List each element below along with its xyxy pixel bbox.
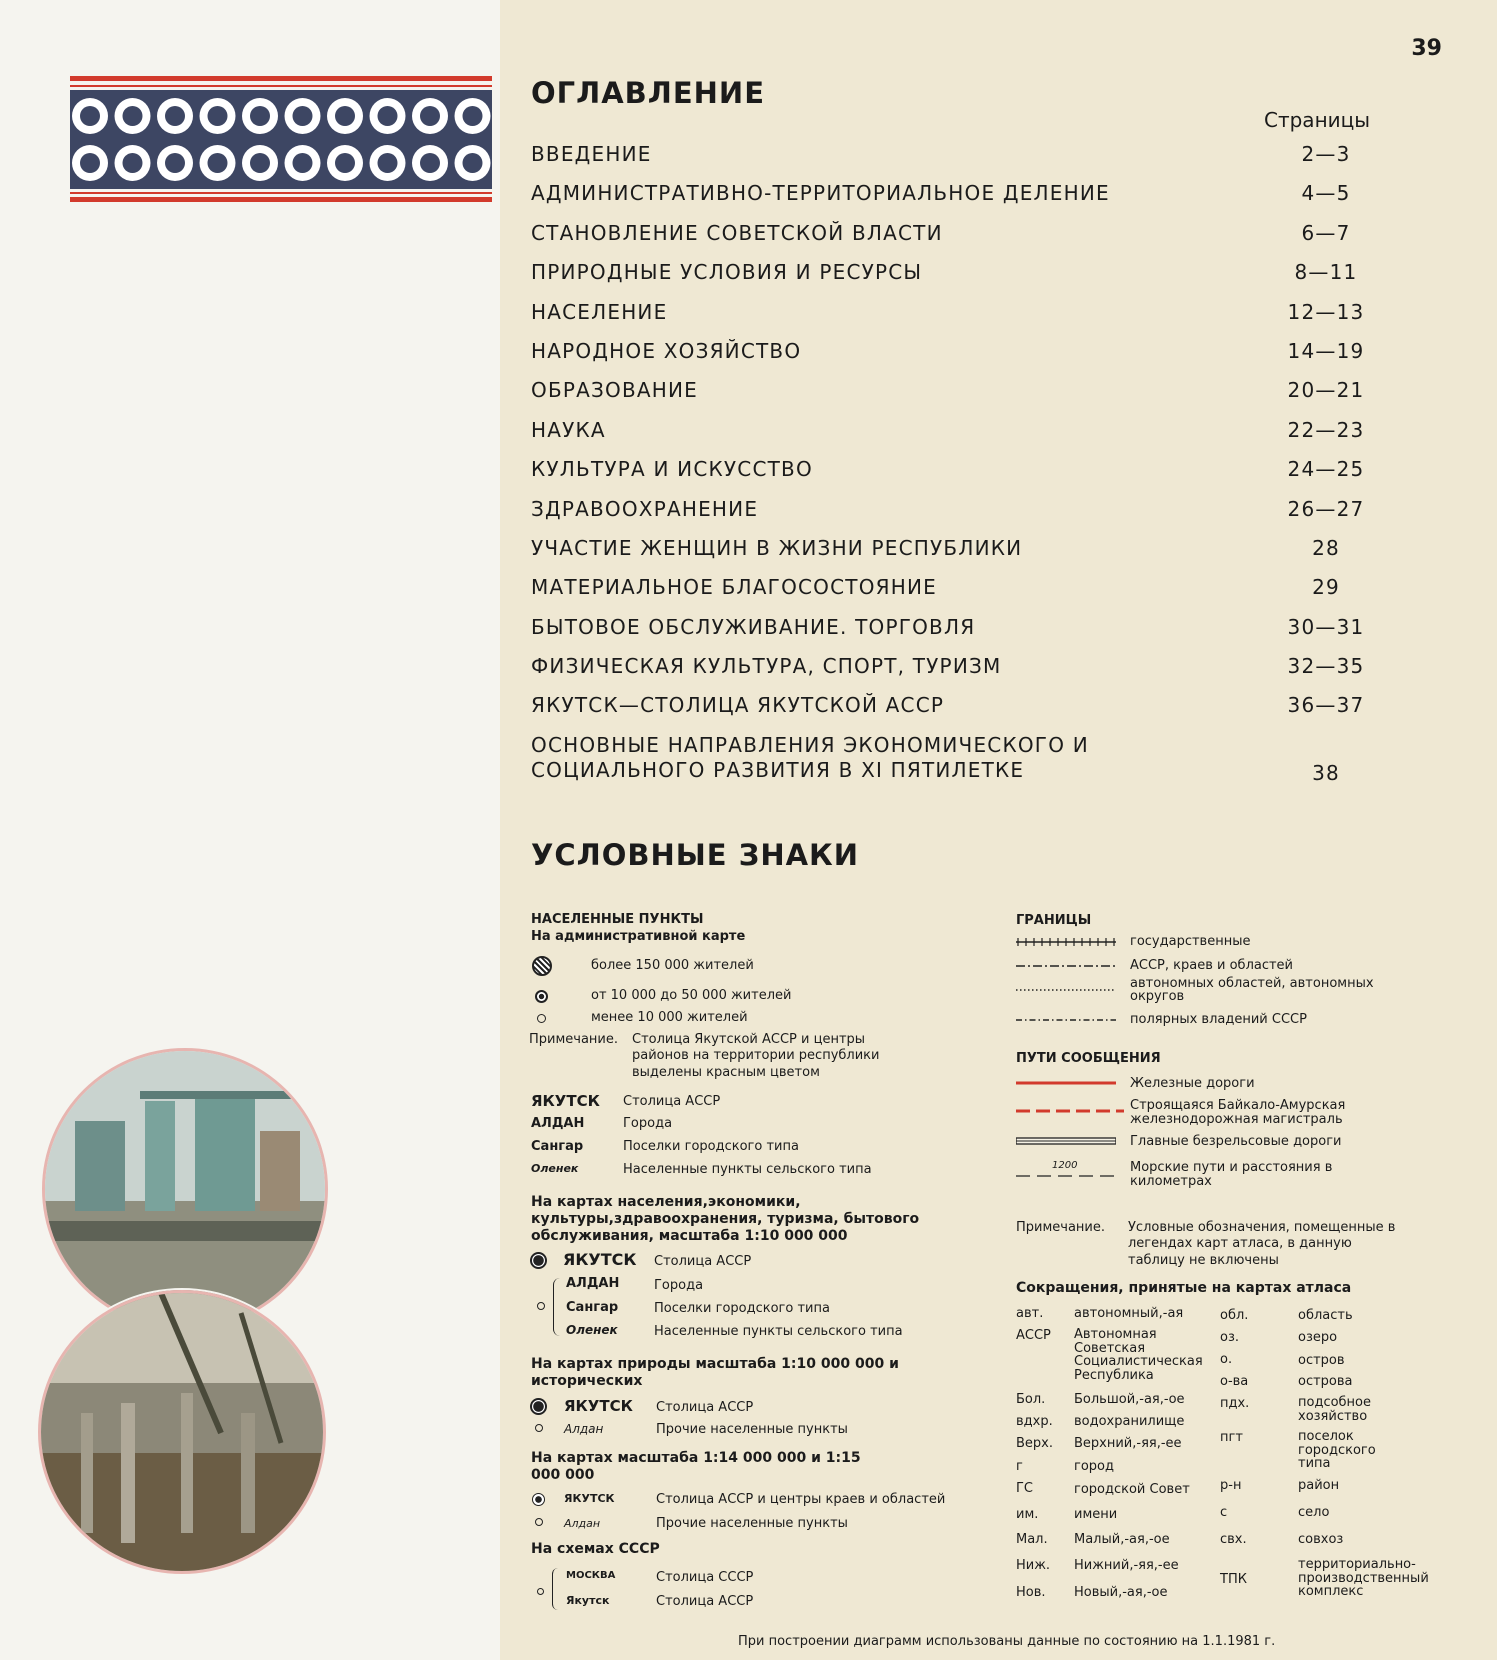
toc-item[interactable]: НАУКА 22—23 <box>531 417 1365 442</box>
abbr: пгт <box>1220 1430 1243 1445</box>
pop-maps-heading: На картах населения,экономики, культуры,здравоохранения, туризма, бытового обслуживания, масштаба 1:10 000 000 <box>531 1194 920 1244</box>
ornament-ring-center <box>420 106 440 126</box>
abbr-full: Автономная Советская Социалистическая Республика <box>1074 1327 1203 1383</box>
toc-item[interactable]: ЗДРАВООХРАНЕНИЕ 26—27 <box>531 496 1365 521</box>
abbr: г <box>1016 1459 1023 1474</box>
settlements-heading: НАСЕЛЕННЫЕ ПУНКТЫ <box>531 912 704 927</box>
abbr-full: село <box>1298 1505 1330 1520</box>
pop-map-name: ЯКУТСК <box>563 1250 637 1269</box>
abbr: АССР <box>1016 1328 1051 1343</box>
toc-list <box>531 142 1365 799</box>
type-desc: Населенные пункты сельского типа <box>623 1162 872 1177</box>
abbr-full: имени <box>1074 1507 1118 1522</box>
ornament-ring-center <box>420 153 440 173</box>
toc-item[interactable]: ПРИРОДНЫЕ УСЛОВИЯ И РЕСУРСЫ 8—11 <box>531 260 1358 285</box>
abbr: Мал. <box>1016 1532 1048 1547</box>
autonomous-border-sample <box>1016 984 1116 996</box>
ussr-heading: На схемах СССР <box>531 1541 660 1557</box>
nature-name: Алдан <box>564 1422 604 1436</box>
scale14-desc: Прочие населенные пункты <box>656 1516 848 1531</box>
type-name: Оленек <box>531 1162 579 1175</box>
route-label: Морские пути и расстояния в километрах <box>1130 1160 1333 1189</box>
small-city-symbol-icon <box>537 1014 546 1023</box>
abbr-full: Нижний,-яя,-ее <box>1074 1558 1179 1573</box>
toc-item[interactable]: ФИЗИЧЕСКАЯ КУЛЬТУРА, СПОРТ, ТУРИЗМ 32—35 <box>531 654 1365 679</box>
road-sample <box>1016 1136 1116 1146</box>
ornament-ring-center <box>165 106 185 126</box>
note-label: Примечание. <box>529 1032 619 1047</box>
toc-item[interactable]: КУЛЬТУРА И ИСКУССТВО 24—25 <box>531 457 1365 482</box>
size-label: более 150 000 жителей <box>591 958 754 973</box>
nature-desc: Прочие населенные пункты <box>656 1422 848 1437</box>
capital-symbol-icon <box>530 1252 547 1269</box>
ornament-ring-center <box>250 106 270 126</box>
abbr: Верх. <box>1016 1436 1053 1451</box>
capital-symbol-icon <box>532 1493 545 1506</box>
type-desc: Столица АССР <box>623 1094 721 1109</box>
toc-item[interactable]: ЯКУТСК—СТОЛИЦА ЯКУТСКОЙ АССР 36—37 <box>531 693 1365 718</box>
abbr-full: Новый,-ая,-ое <box>1074 1585 1168 1600</box>
toc-item[interactable]: ОСНОВНЫЕ НАПРАВЛЕНИЯ ЭКОНОМИЧЕСКОГО И СОЦИАЛЬНОГО РАЗВИТИЯ В XI ПЯТИЛЕТКЕ 38 <box>531 732 1340 785</box>
route-label: Железные дороги <box>1130 1076 1255 1091</box>
admin-map-heading: На административной карте <box>531 929 746 944</box>
ussr-desc: Столица СССР <box>656 1570 754 1585</box>
abbr: Нов. <box>1016 1585 1046 1600</box>
abbr: р-н <box>1220 1478 1242 1493</box>
abbr-full: область <box>1298 1308 1353 1323</box>
abbr-full: территориально-производственный комплекс <box>1298 1557 1429 1600</box>
abbr-full: Большой,-ая,-ое <box>1074 1392 1185 1407</box>
scale14-heading: На картах масштаба 1:14 000 000 и 1:15 000 000 <box>531 1450 861 1483</box>
capital-symbol-icon <box>530 1398 547 1415</box>
size-label: от 10 000 до 50 000 жителей <box>591 988 792 1003</box>
bam-railway-sample <box>1016 1106 1124 1116</box>
type-name: Сангар <box>531 1139 584 1154</box>
brace <box>552 1568 558 1610</box>
toc-item[interactable]: УЧАСТИЕ ЖЕНЩИН В ЖИЗНИ РЕСПУБЛИКИ 28 <box>531 535 1340 560</box>
border-label: автономных областей, автономных округов <box>1130 976 1374 1004</box>
ornament-band <box>70 76 492 203</box>
abbr: ГС <box>1016 1481 1034 1496</box>
ussr-desc: Столица АССР <box>656 1594 754 1609</box>
abbr: авт. <box>1016 1306 1044 1321</box>
pop-map-name: Сангар <box>566 1300 619 1315</box>
scale14-name: ЯКУТСК <box>564 1492 615 1505</box>
toc-item[interactable]: ВВЕДЕНИЕ 2—3 <box>531 142 1351 166</box>
page-number: 39 <box>1411 36 1442 61</box>
abbr: им. <box>1016 1507 1039 1522</box>
abbr-full: острова <box>1298 1374 1353 1389</box>
abbr-full: совхоз <box>1298 1532 1344 1547</box>
borders-heading: ГРАНИЦЫ <box>1016 913 1092 928</box>
medium-city-symbol-icon <box>535 990 548 1003</box>
scale14-name: Алдан <box>564 1517 601 1530</box>
railway-sample <box>1016 1078 1116 1088</box>
toc-item[interactable]: АДМИНИСТРАТИВНО-ТЕРРИТОРИАЛЬНОЕ ДЕЛЕНИЕ 4—5 <box>531 181 1351 206</box>
type-name: АЛДАН <box>531 1116 585 1131</box>
abbr-full: водохранилище <box>1074 1414 1185 1429</box>
brace <box>553 1278 560 1336</box>
settlement-symbol-icon <box>535 1424 543 1432</box>
ornament-ring-center <box>165 153 185 173</box>
border-label: АССР, краев и областей <box>1130 958 1294 973</box>
photo-construction-site <box>38 1290 326 1574</box>
abbr-full: поселок городского типа <box>1298 1429 1376 1472</box>
settlement-symbol-icon <box>537 1588 544 1595</box>
abbr: Ниж. <box>1016 1558 1051 1573</box>
nature-desc: Столица АССР <box>656 1400 754 1415</box>
abbr-full: Малый,-ая,-ое <box>1074 1532 1170 1547</box>
type-name: ЯКУТСК <box>531 1092 600 1110</box>
settlement-symbol-icon <box>537 1302 545 1310</box>
toc-item[interactable]: БЫТОВОЕ ОБСЛУЖИВАНИЕ. ТОРГОВЛЯ 30—31 <box>531 614 1365 639</box>
abbr-full: автономный,-ая <box>1074 1306 1184 1321</box>
photo-port-cranes <box>42 1048 328 1330</box>
sea-distance-label: 1200 <box>1052 1160 1078 1171</box>
type-desc: Поселки городского типа <box>623 1139 799 1154</box>
border-label: полярных владений СССР <box>1130 1012 1307 1027</box>
abbr-full: город <box>1074 1459 1114 1474</box>
pop-map-desc: Столица АССР <box>654 1254 752 1269</box>
ornament-ring-center <box>123 106 143 126</box>
toc-item[interactable]: НАСЕЛЕНИЕ 12—13 <box>531 299 1365 324</box>
abbr: о. <box>1220 1352 1233 1367</box>
ornament-ring-center <box>208 106 228 126</box>
abbreviations-heading: Сокращения, принятые на картах атласа <box>1016 1280 1352 1296</box>
ornament-ring-center <box>335 153 355 173</box>
route-label: Главные безрельсовые дороги <box>1130 1134 1342 1149</box>
pop-map-name: Оленек <box>566 1323 618 1337</box>
settlement-symbol-icon <box>535 1518 543 1526</box>
ussr-name: МОСКВА <box>566 1570 616 1581</box>
polar-border-sample <box>1016 1014 1116 1026</box>
pop-map-desc: Города <box>654 1278 704 1293</box>
nature-heading: На картах природы масштаба 1:10 000 000 и исторических <box>531 1356 899 1389</box>
abbr: о-ва <box>1220 1374 1249 1389</box>
toc-item[interactable]: ОБРАЗОВАНИЕ 20—21 <box>531 378 1365 403</box>
abbr-full: остров <box>1298 1353 1345 1368</box>
abbr: с <box>1220 1505 1228 1520</box>
abbr: Бол. <box>1016 1392 1046 1407</box>
toc-item[interactable]: НАРОДНОЕ ХОЗЯЙСТВО 14—19 <box>531 338 1365 363</box>
note2-text: Условные обозначения, помещенные в легендах карт атласа, в данную таблицу не включены <box>1128 1220 1396 1268</box>
abbr-full: озеро <box>1298 1330 1338 1345</box>
abbr-full: городской Совет <box>1074 1482 1190 1497</box>
nature-name: ЯКУТСК <box>564 1397 633 1415</box>
route-label: Строящаяся Байкало-Амурская железнодорожная магистраль <box>1130 1098 1346 1127</box>
abbr: ТПК <box>1220 1572 1247 1587</box>
ornament-ring-center <box>335 106 355 126</box>
abbr: оз. <box>1220 1330 1239 1345</box>
toc-item[interactable]: МАТЕРИАЛЬНОЕ БЛАГОСОСТОЯНИЕ 29 <box>531 575 1340 600</box>
ornament-ring-center <box>208 153 228 173</box>
abbr-full: район <box>1298 1478 1340 1493</box>
toc-item[interactable]: СТАНОВЛЕНИЕ СОВЕТСКОЙ ВЛАСТИ 6—7 <box>531 220 1351 245</box>
toc-pages-header: Страницы <box>1264 108 1371 132</box>
ussr-name: Якутск <box>566 1594 610 1607</box>
abbr: пдх. <box>1220 1396 1250 1411</box>
scale14-desc: Столица АССР и центры краев и областей <box>656 1492 946 1507</box>
abbr-full: подсобное хозяйство <box>1298 1395 1372 1424</box>
toc-title: ОГЛАВЛЕНИЕ <box>531 76 766 110</box>
size-label: менее 10 000 жителей <box>591 1010 748 1025</box>
footer-note: При построении диаграмм использованы данные по состоянию на 1.1.1981 г. <box>738 1634 1276 1649</box>
large-city-symbol-icon <box>532 956 552 976</box>
note-text: Столица Якутской АССР и центры районов на территории республики выделены красным цветом <box>632 1032 880 1080</box>
ornament-ring-center <box>123 153 143 173</box>
ornament-ring-center <box>463 106 483 126</box>
ornament-ring-center <box>80 153 100 173</box>
ornament-ring-center <box>293 153 313 173</box>
pop-map-name: АЛДАН <box>566 1276 620 1291</box>
ornament-ring-center <box>80 106 100 126</box>
pop-map-desc: Поселки городского типа <box>654 1301 830 1316</box>
state-border-sample <box>1016 936 1116 948</box>
border-label: государственные <box>1130 934 1251 949</box>
abbr: свх. <box>1220 1532 1247 1547</box>
ornament-ring-center <box>378 106 398 126</box>
type-desc: Города <box>623 1116 673 1131</box>
ornament-ring-center <box>293 106 313 126</box>
abbr: обл. <box>1220 1308 1249 1323</box>
abbr-full: Верхний,-яя,-ее <box>1074 1436 1182 1451</box>
legend-title: УСЛОВНЫЕ ЗНАКИ <box>531 838 860 872</box>
routes-heading: ПУТИ СООБЩЕНИЯ <box>1016 1051 1161 1066</box>
abbr: вдхр. <box>1016 1414 1053 1429</box>
ornament-ring-center <box>250 153 270 173</box>
ornament-ring-center <box>378 153 398 173</box>
note2-label: Примечание. <box>1016 1220 1106 1235</box>
assr-border-sample <box>1016 960 1116 972</box>
ornament-ring-center <box>463 153 483 173</box>
pop-map-desc: Населенные пункты сельского типа <box>654 1324 903 1339</box>
